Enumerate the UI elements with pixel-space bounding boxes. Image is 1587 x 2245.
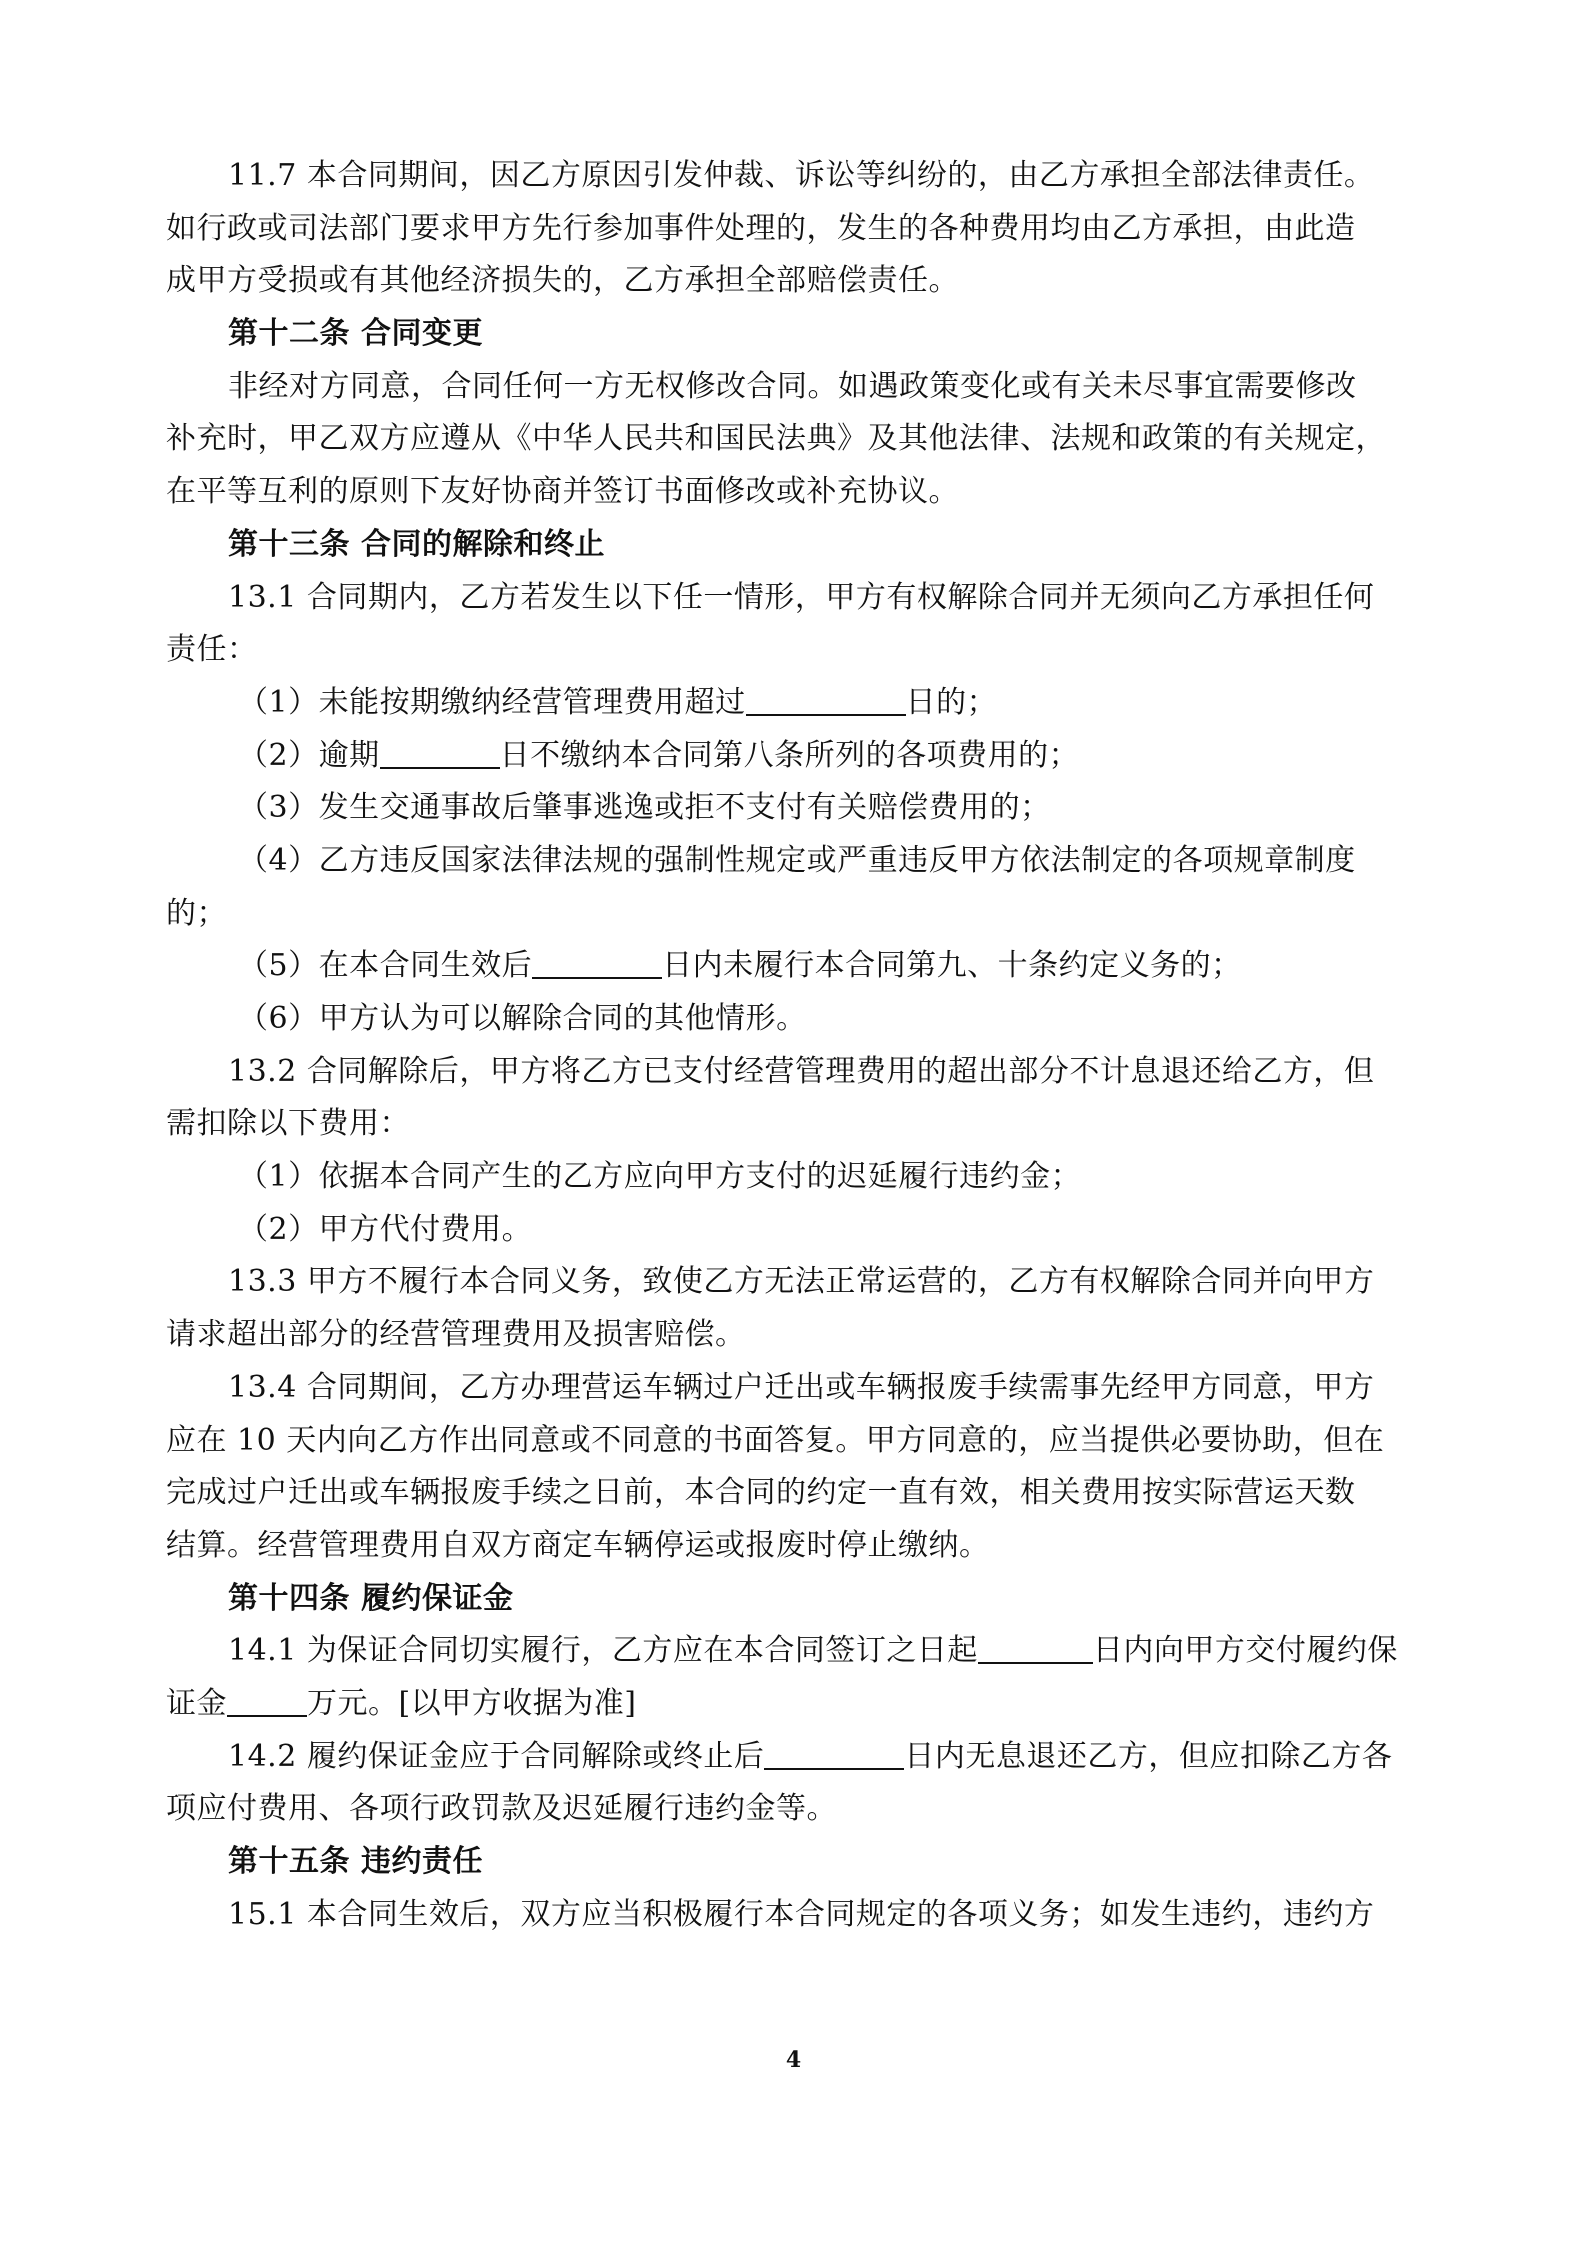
paragraph-line: 13.2 合同解除后，甲方将乙方已支付经营管理费用的超出部分不计息退还给乙方，但: [228, 1053, 1375, 1089]
paragraph-line: 13.1 合同期内，乙方若发生以下任一情形，甲方有权解除合同并无须向乙方承担任何: [228, 579, 1375, 615]
paragraph-text: 万元。[以甲方收据为准]: [307, 1685, 637, 1721]
fill-in-blank: [532, 947, 662, 979]
paragraph-line: 请求超出部分的经营管理费用及损害赔偿。: [166, 1317, 746, 1353]
paragraph-line: [166, 1625, 1436, 1678]
paragraph-text: 日内无息退还乙方，但应扣除乙方各: [904, 1738, 1393, 1774]
fill-in-blank: [380, 737, 500, 769]
list-item: （3）发生交通事故后肇事逃逸或拒不支付有关赔偿费用的；: [238, 790, 1051, 826]
paragraph-line: 成甲方受损或有其他经济损失的，乙方承担全部赔偿责任。: [166, 263, 959, 299]
paragraph-line: 15.1 本合同生效后，双方应当积极履行本合同规定的各项义务；如发生违约，违约方: [228, 1896, 1375, 1932]
paragraph-text: 14.2 履约保证金应于合同解除或终止后: [228, 1738, 765, 1774]
section-heading-13: 第十三条 合同的解除和终止: [228, 526, 605, 562]
fill-in-blank: [746, 684, 906, 716]
paragraph-line: 非经对方同意，合同任何一方无权修改合同。如遇政策变化或有关未尽事宜需要修改: [228, 368, 1357, 404]
paragraph-line: 结算。经营管理费用自双方商定车辆停运或报废时停止缴纳。: [166, 1527, 990, 1563]
fill-in-blank: [764, 1738, 904, 1770]
paragraph-line: 11.7 本合同期间，因乙方原因引发仲裁、诉讼等纠纷的，由乙方承担全部法律责任。: [228, 158, 1375, 193]
item-text: （1）未能按期缴纳经营管理费用超过: [238, 684, 746, 720]
paragraph-line: [166, 1731, 1436, 1784]
list-item: [166, 677, 1436, 730]
paragraph-text: 14.1 为保证合同切实履行，乙方应在本合同签订之日起: [228, 1633, 978, 1669]
paragraph-text: 证金: [166, 1685, 227, 1721]
section-heading-14: 第十四条 履约保证金: [228, 1580, 514, 1616]
item-text: （2）逾期: [238, 737, 380, 773]
page-number: 4: [785, 2047, 802, 2073]
section-heading-15: 第十五条 违约责任: [228, 1844, 483, 1879]
paragraph-line: 责任：: [166, 632, 258, 668]
list-item: （6）甲方认为可以解除合同的其他情形。: [238, 1001, 807, 1036]
document-body: [166, 150, 1436, 1941]
list-item: [166, 730, 1436, 783]
list-item: （4）乙方违反国家法律法规的强制性规定或严重违反甲方依法制定的各项规章制度: [238, 842, 1356, 878]
section-heading-12: 第十二条 合同变更: [228, 316, 483, 352]
paragraph-line: 项应付费用、各项行政罚款及迟延履行违约金等。: [166, 1791, 837, 1827]
fill-in-blank: [227, 1685, 307, 1717]
item-text: 日内未履行本合同第九、十条约定义务的；: [662, 948, 1242, 984]
fill-in-blank: [978, 1632, 1093, 1664]
paragraph-line: 如行政或司法部门要求甲方先行参加事件处理的，发生的各种费用均由乙方承担，由此造: [166, 210, 1356, 246]
paragraph-line: [166, 1678, 1436, 1731]
paragraph-text: 日内向甲方交付履约保: [1092, 1633, 1398, 1669]
paragraph-line: 完成过户迁出或车辆报废手续之日前，本合同的约定一直有效，相关费用按实际营运天数: [166, 1475, 1356, 1511]
item-text: 日的；: [905, 684, 998, 720]
paragraph-line: 13.4 合同期间，乙方办理营运车辆过户迁出或车辆报废手续需事先经甲方同意，甲方: [228, 1369, 1375, 1405]
paragraph-line: 需扣除以下费用：: [166, 1106, 410, 1142]
paragraph-line: 补充时，甲乙双方应遵从《中华人民共和国民法典》及其他法律、法规和政策的有关规定，: [166, 421, 1386, 457]
item-text: 日不缴纳本合同第八条所列的各项费用的；: [499, 737, 1080, 773]
paragraph-line: 应在 10 天内向乙方作出同意或不同意的书面答复。甲方同意的，应当提供必要协助，但在: [166, 1422, 1385, 1458]
list-item: [166, 940, 1436, 993]
list-item: （1）依据本合同产生的乙方应向甲方支付的迟延履行违约金；: [238, 1159, 1082, 1195]
paragraph-line: 13.3 甲方不履行本合同义务，致使乙方无法正常运营的，乙方有权解除合同并向甲方: [228, 1264, 1375, 1300]
paragraph-line: 在平等互利的原则下友好协商并签订书面修改或补充协议。: [166, 474, 959, 510]
item-text: （5）在本合同生效后: [238, 948, 533, 984]
paragraph-line: 的；: [166, 895, 227, 931]
list-item: （2）甲方代付费用。: [238, 1211, 533, 1247]
